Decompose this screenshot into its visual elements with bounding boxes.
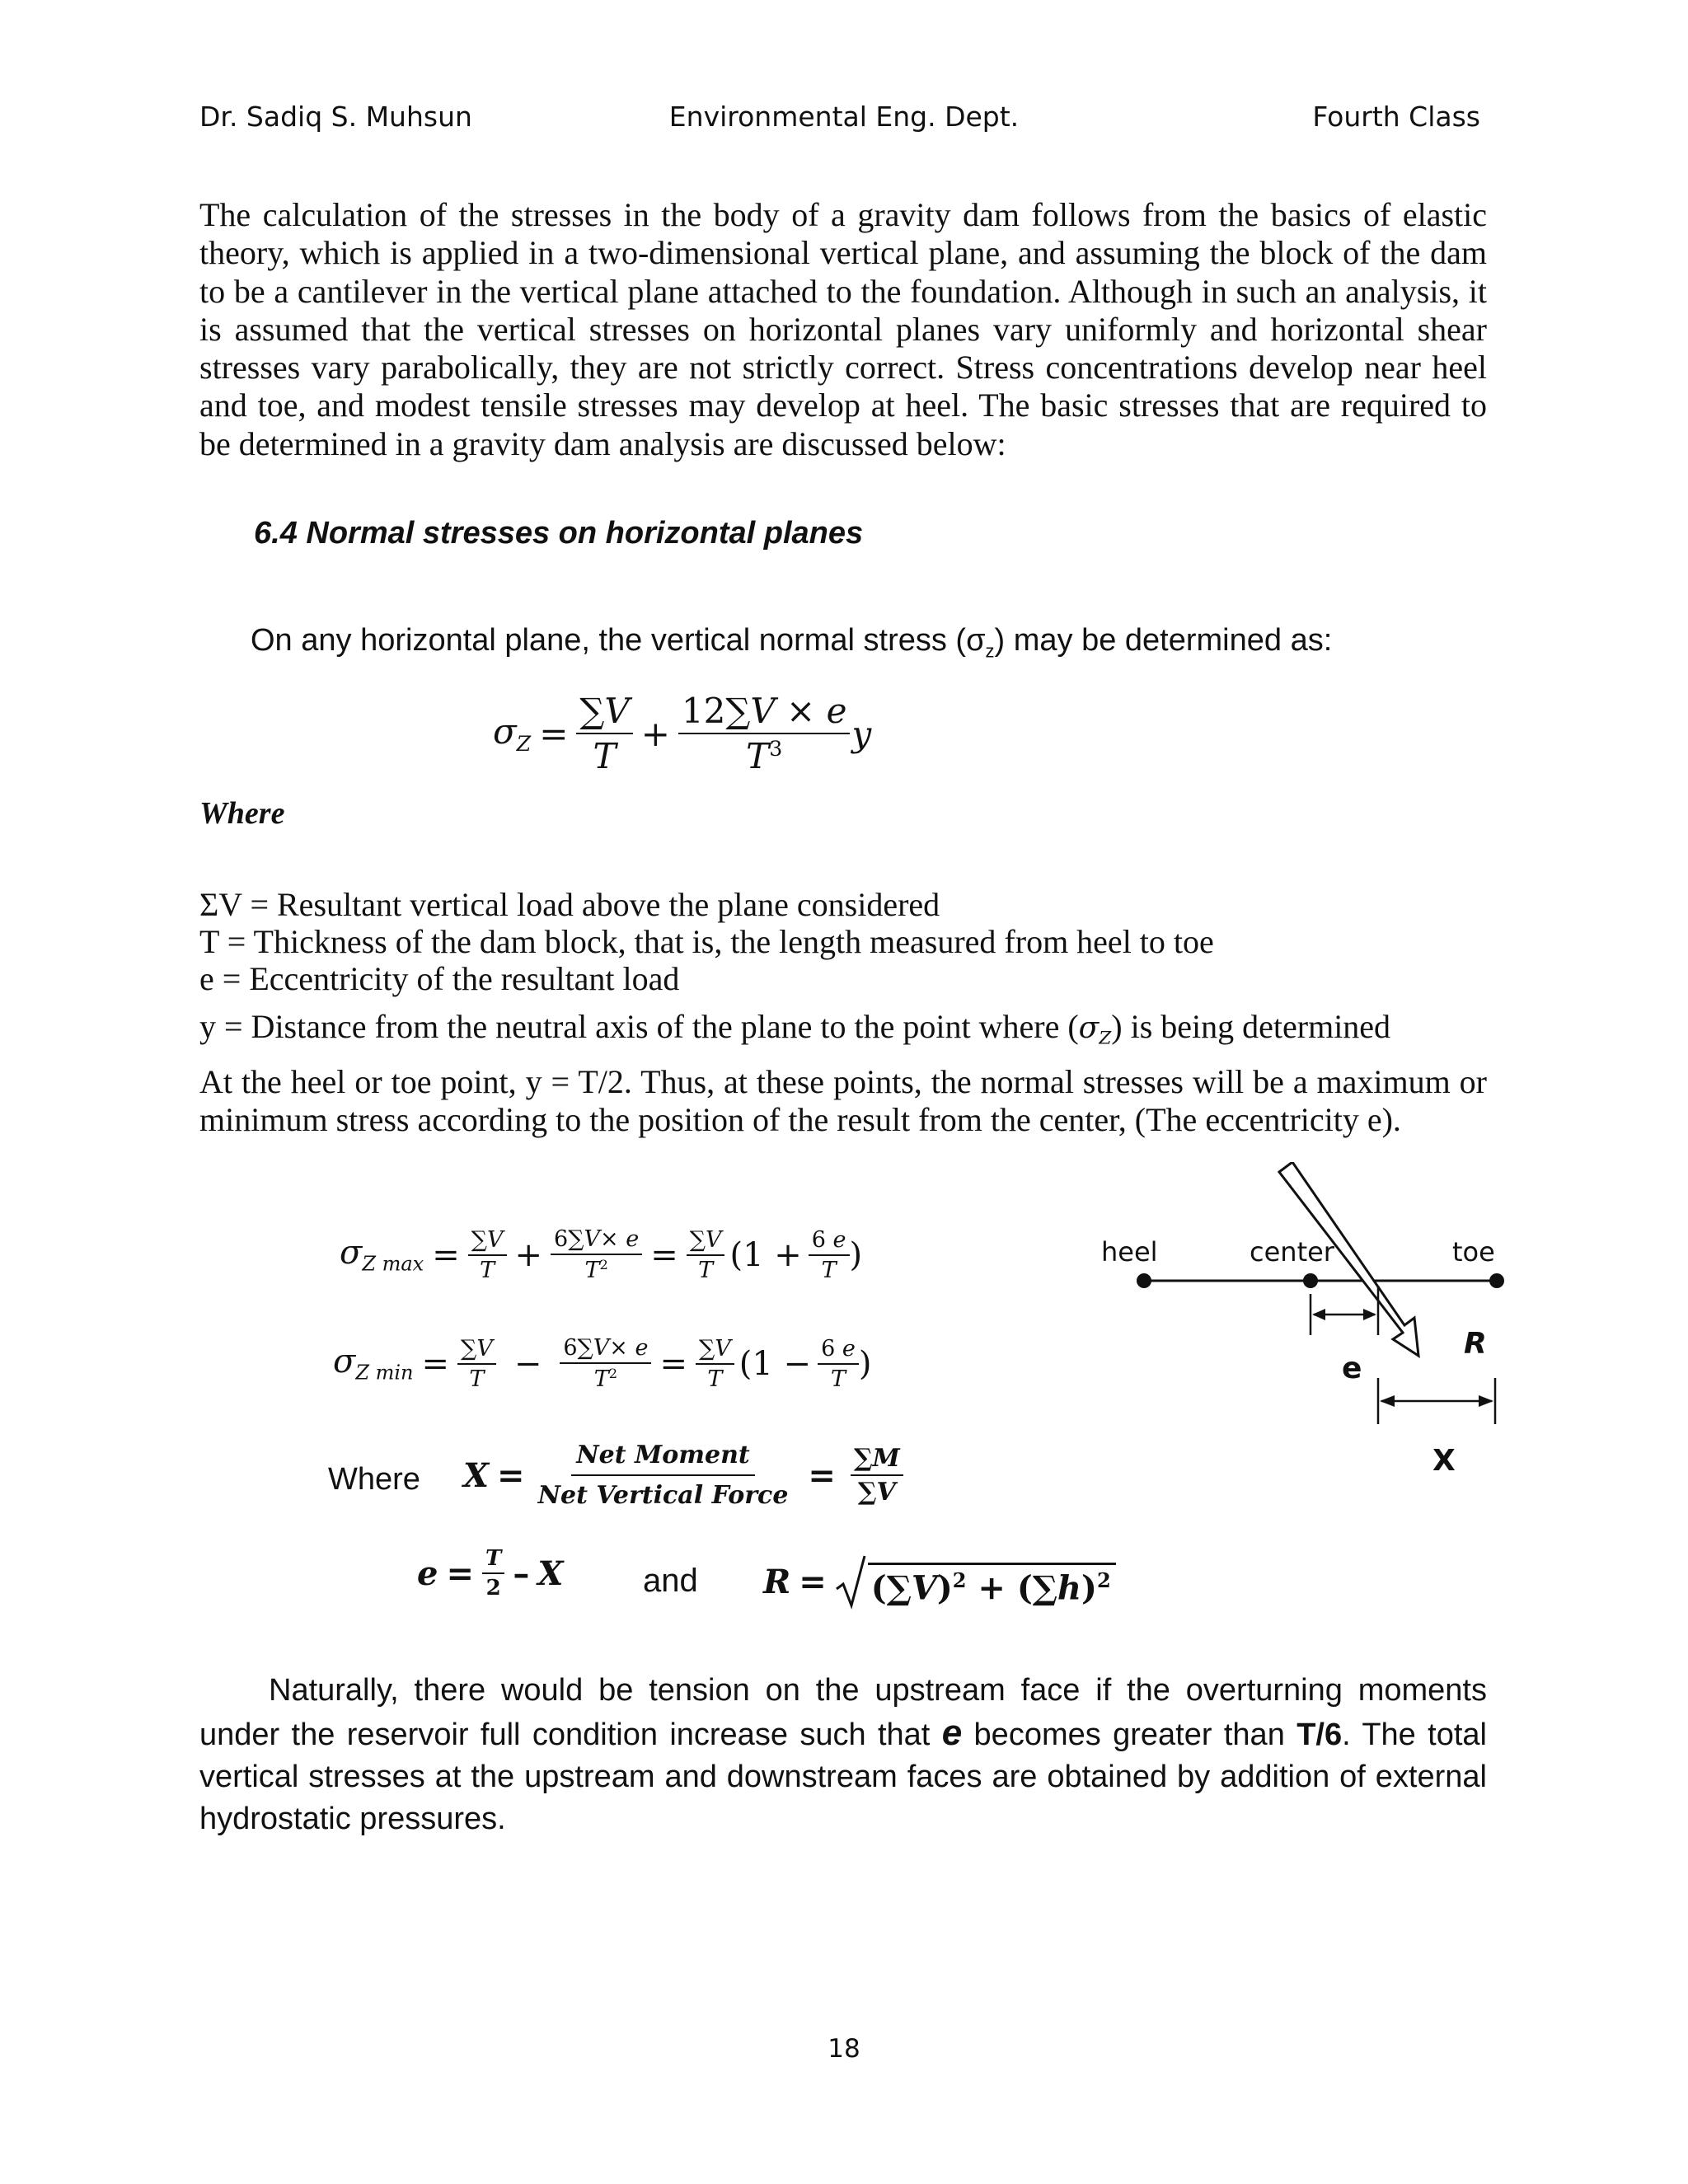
definition-y: y = Distance from the neutral axis of the plane to the point where $(\sigma_Z)$ is being determined: [199, 1008, 1391, 1049]
and-label: and: [643, 1563, 698, 1599]
where-label: Where: [199, 796, 285, 831]
heel-toe-line: At the heel or toe point, y = T/2. Thus, at these points, the normal stresses will be a maximum or: [199, 1063, 1487, 1100]
section-heading: 6.4 Normal stresses on horizontal planes: [254, 516, 864, 551]
intro-line: theory, which is applied in a two-dimensional vertical plane, and assuming the block of the dam: [199, 234, 1487, 272]
x-where-label: Where: [328, 1462, 420, 1497]
page-number: 18: [828, 2034, 860, 2064]
center-point: [1303, 1273, 1318, 1288]
header-class: Fourth Class: [1312, 101, 1480, 133]
diagram-center-label: center: [1250, 1236, 1334, 1268]
intro-line: stresses vary parabolically, they are not strictly correct. Stress concentrations develop near heel: [199, 349, 1487, 387]
header-author: Dr. Sadiq S. Muhsun: [199, 101, 472, 133]
header-department: Environmental Eng. Dept.: [668, 101, 1020, 133]
definition-item: ΣV = Resultant vertical load above the plane considered: [199, 886, 940, 923]
intro-line: and toe, and modest tensile stresses may develop at heel. The basic stresses that are required to: [199, 387, 1487, 424]
normal-stress-equation: $\sigma_Z$ = $\frac{\sum V}{T}$ + $\frac{12\sum V \times e}{T^3}$ y: [493, 691, 872, 776]
heel-point: [1137, 1273, 1151, 1288]
definition-item: T = Thickness of the dam block, that is, the length measured from heel to toe: [199, 923, 1214, 960]
definition-item: e = Eccentricity of the resultant load: [199, 960, 680, 997]
r-equation: R = $(\sum V)^2 + (\sum h)^2$: [763, 1553, 1116, 1610]
x-equation: X = $\frac{\text{Net Moment}}{\text{Net Vertical Force}}$ = $\frac{\sum M}{\sum V}$: [463, 1441, 903, 1510]
closing-line: hydrostatic pressures.: [199, 1802, 506, 1836]
heel-toe-line: minimum stress according to the position of the result from the center, (The eccentricity e).: [199, 1101, 1401, 1139]
diagram-r-label: R: [1464, 1327, 1487, 1361]
closing-paragraph: [199, 1670, 1487, 1840]
closing-line: under the reservoir full condition increase such that e becomes greater than T/6. The total: [199, 1713, 1487, 1753]
e-equation: e = $\frac{T}{2}$ – X: [417, 1546, 564, 1601]
lead-in-sentence: On any horizontal plane, the vertical normal stress $(\sigma_z)$ may be determined as:: [251, 623, 1333, 662]
diagram-heel-label: heel: [1101, 1236, 1158, 1268]
diagram-e-label: e: [1342, 1352, 1362, 1385]
intro-paragraph: [199, 196, 1487, 463]
closing-line: Naturally, there would be tension on the upstream face if the overturning moments: [269, 1673, 1487, 1708]
radical-sign-icon: [835, 1553, 868, 1610]
sigma-min-equation: $\sigma_{Z min}$ = $\frac{\sum V}{T}$ − $\frac{6\sum V\times e}{T^2}$ = $\frac{\sum V}{T}$ (1 − $\frac{6 e}{T}$ ): [333, 1335, 872, 1392]
intro-line: be determined in a gravity dam analysis are discussed below:: [199, 424, 1006, 462]
diagram-toe-label: toe: [1452, 1236, 1495, 1268]
diagram-x-label: X: [1432, 1444, 1456, 1478]
intro-line: The calculation of the stresses in the body of a gravity dam follows from the basics of elastic: [199, 196, 1487, 233]
sigma-max-equation: $\sigma_{Z max}$ = $\frac{\sum V}{T}$ + $\frac{6\sum V\times e}{T^2}$ = $\frac{\sum V}{T}$ (1 + $\frac{6 e}{T}$ ): [340, 1226, 863, 1283]
closing-line: vertical stresses at the upstream and downstream faces are obtained by addition of external: [199, 1760, 1487, 1794]
toe-point: [1489, 1273, 1504, 1288]
intro-line: to be a cantilever in the vertical plane attached to the foundation. Although in such an analysis, it: [199, 272, 1487, 310]
intro-line: is assumed that the vertical stresses on horizontal planes vary uniformly and horizontal shear: [199, 310, 1487, 348]
definitions-list: [199, 886, 1214, 997]
heel-toe-paragraph: [199, 1063, 1487, 1140]
